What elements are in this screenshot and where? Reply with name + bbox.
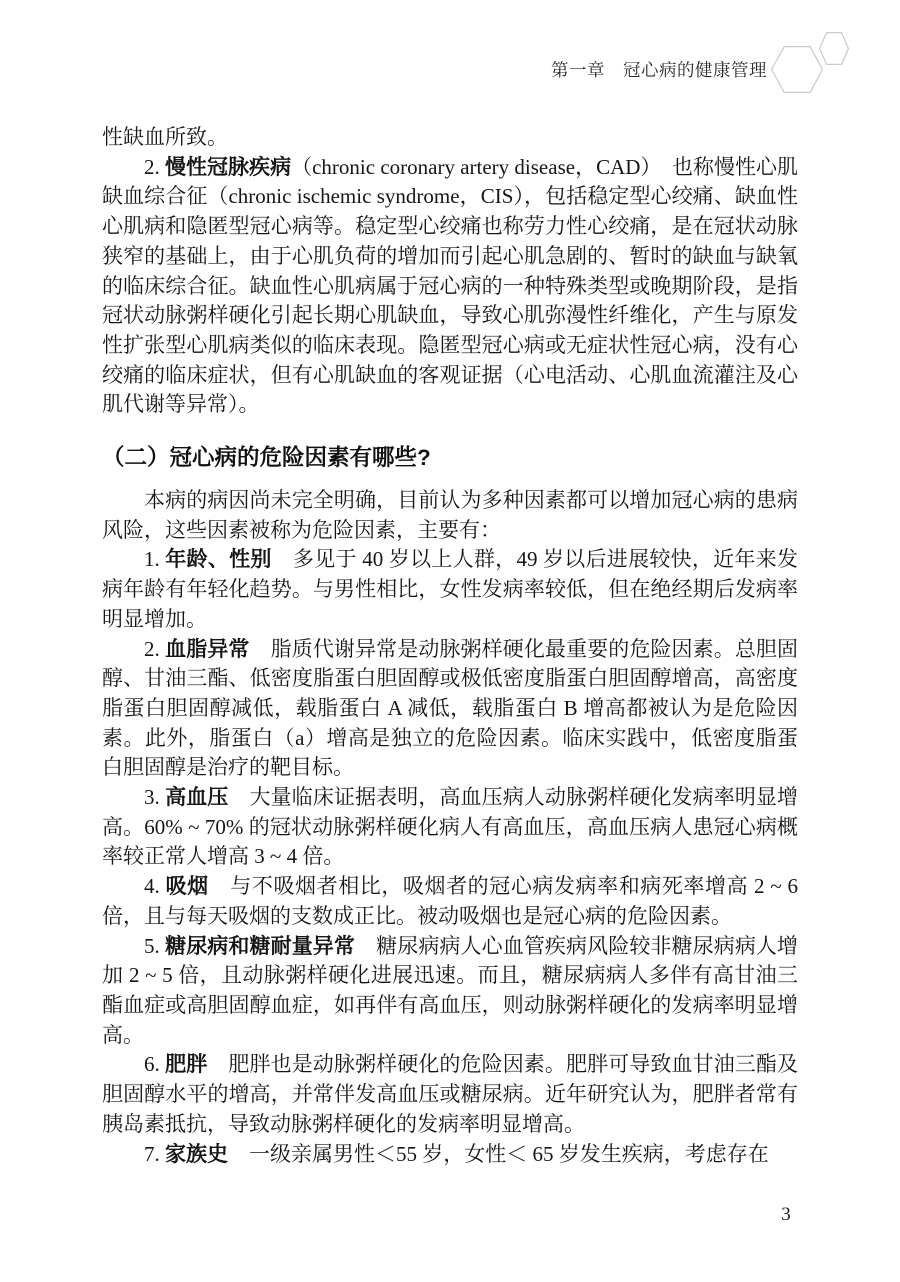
term-bold: 高血压 bbox=[165, 786, 229, 810]
term-bold: 家族史 bbox=[165, 1142, 228, 1166]
hexagon-decoration-large bbox=[771, 46, 823, 93]
text-run: （chronic coronary artery disease，CAD） 也称慢性心肌缺血综合征（chronic ischemic syndrome，CIS），包括稳定型心绞痛、缺血性心肌病和隐匿型冠心病等。稳定型心绞痛也称劳力性心绞痛，是在冠状动脉狭窄的基础上，由于心肌负荷的增加而引起心肌急剧的、暂时的缺血与缺氧的临床综合征。缺血性心肌病属于冠心病的一种特殊类型或晚期阶段，是指冠状动脉粥样硬化引起长期心肌缺血，导致心肌弥漫性纤维化，产生与原发性扩张型心肌病类似的临床表现。隐匿型冠心病或无症状性冠心病，没有心绞痛的临床症状，但有心肌缺血的客观证据（心电活动、心肌血流灌注及心肌代谢等异常）。 bbox=[102, 154, 799, 417]
paragraph bbox=[102, 1140, 798, 1170]
text-run: 2. bbox=[144, 154, 166, 179]
term-bold: 肥胖 bbox=[165, 1053, 208, 1077]
paragraph bbox=[102, 1050, 798, 1139]
text-run: 7. bbox=[144, 1141, 165, 1166]
term-bold: 年龄、性别 bbox=[165, 548, 272, 572]
text-run: 3. bbox=[144, 785, 166, 810]
running-header bbox=[0, 57, 767, 82]
text-run: 性缺血所致。 bbox=[102, 125, 228, 149]
text-run: 大量临床证据表明，高血压病人动脉粥样硬化发病率明显增高。60% ~ 70% 的冠状动脉粥样硬化病人有高血压，高血压病人患冠心病概率较正常人增高 3 ~ 4 倍。 bbox=[102, 785, 799, 869]
term-bold: 吸烟 bbox=[165, 875, 209, 899]
paragraph bbox=[102, 872, 798, 931]
paragraph bbox=[102, 635, 798, 784]
section-heading: （二）冠心病的危险因素有哪些? bbox=[102, 445, 431, 471]
text-run: 肥胖也是动脉粥样硬化的危险因素。肥胖可导致血甘油三酯及胆固醇水平的增高，并常伴发高血压或糖尿病。近年研究认为，肥胖者常有胰岛素抵抗，导致动脉粥样硬化的发病率明显增高。 bbox=[102, 1052, 799, 1136]
paragraph bbox=[102, 783, 798, 872]
text-run: 6. bbox=[144, 1052, 166, 1077]
text-run: 4. bbox=[144, 874, 166, 899]
page-body bbox=[102, 123, 798, 1169]
term-bold: 糖尿病和糖耐量异常 bbox=[165, 934, 356, 958]
text-run: 与不吸烟者相比，吸烟者的冠心病发病率和病死率增高 2 ~ 6 倍，且与每天吸烟的支数成正比。被动吸烟也是冠心病的危险因素。 bbox=[102, 874, 799, 928]
text-run: 糖尿病病人心血管疾病风险较非糖尿病病人增加 2 ~ 5 倍，且动脉粥样硬化进展迅速。而且，糖尿病病人多伴有高甘油三酯血症或高胆固醇血症，如再伴有高血压，则动脉粥样硬化的发病率明显增高。 bbox=[102, 933, 799, 1047]
text-run: 本病的病因尚未完全明确，目前认为多种因素都可以增加冠心病的患病风险，这些因素被称为危险因素，主要有： bbox=[102, 488, 798, 542]
chapter-title: 第一章 冠心病的健康管理 bbox=[551, 60, 767, 80]
text-run: 一级亲属男性＜55 岁，女性＜ 65 岁发生疾病，考虑存在 bbox=[228, 1141, 769, 1166]
text-run: 脂质代谢异常是动脉粥样硬化最重要的危险因素。总胆固醇、甘油三酯、低密度脂蛋白胆固醇或极低密度脂蛋白胆固醇增高，高密度脂蛋白胆固醇减低，载脂蛋白 A 减低，载脂蛋白 B 增高都被认为是危险因素。此外，脂蛋白（a）增高是独立的危险因素。临床实践中，低密度脂蛋白胆固醇是治疗的靶目标。 bbox=[102, 636, 799, 780]
text-run: 多见于 40 岁以上人群，49 岁以后进展较快，近年来发病年龄有年轻化趋势。与男性相比，女性发病率较低，但在绝经期后发病率明显增加。 bbox=[102, 547, 799, 631]
paragraph bbox=[102, 153, 798, 420]
page-number: 3 bbox=[781, 1204, 791, 1225]
text-run: 5. bbox=[144, 933, 166, 958]
paragraph bbox=[102, 123, 798, 153]
paragraph bbox=[102, 545, 798, 634]
paragraph bbox=[102, 486, 798, 545]
paragraph bbox=[102, 932, 798, 1051]
term-bold: 血脂异常 bbox=[165, 637, 250, 661]
text-run: 1. bbox=[144, 547, 166, 572]
hexagon-decoration-small bbox=[819, 32, 849, 65]
term-bold: 慢性冠脉疾病 bbox=[165, 155, 292, 179]
text-run: 2. bbox=[144, 636, 166, 661]
